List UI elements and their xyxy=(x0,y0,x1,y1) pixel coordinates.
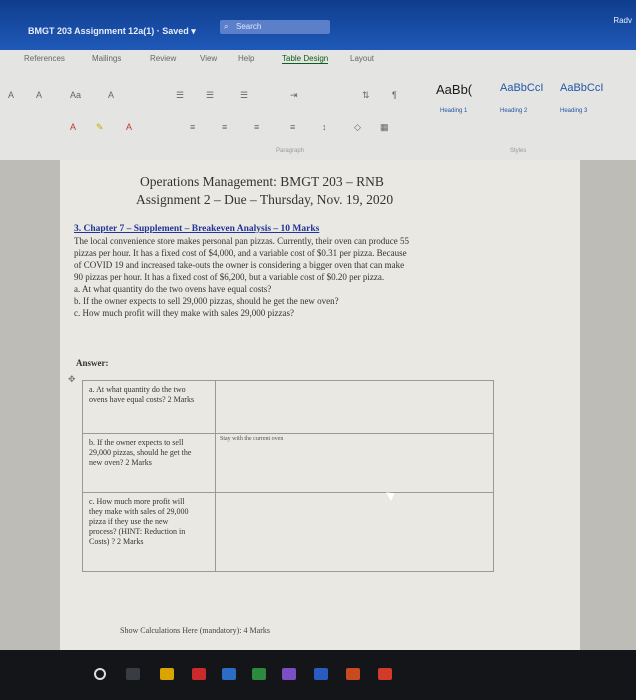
align-center-icon[interactable]: ≡ xyxy=(222,122,228,132)
tab-references[interactable]: References xyxy=(24,54,65,63)
calculations-label: Show Calculations Here (mandatory): 4 Marks xyxy=(120,626,270,635)
align-right-icon[interactable]: ≡ xyxy=(254,122,260,132)
search-input[interactable] xyxy=(220,20,330,34)
store-icon[interactable] xyxy=(222,668,236,680)
indent-icon[interactable]: ⇥ xyxy=(290,90,298,100)
font-size-down-icon[interactable]: A xyxy=(8,90,15,100)
table-cell-question-c[interactable] xyxy=(83,493,216,571)
styles-group-label: Styles xyxy=(510,148,527,154)
tab-review[interactable]: Review xyxy=(150,54,177,63)
ribbon xyxy=(0,50,636,160)
title-bar xyxy=(0,0,636,50)
bullets-icon[interactable]: ☰ xyxy=(176,90,185,100)
paragraph-group-label: Paragraph xyxy=(276,148,305,154)
shading-icon[interactable]: ◇ xyxy=(354,122,361,132)
document-title[interactable]: BMGT 203 Assignment 12a(1) · Saved ▾ xyxy=(28,26,196,36)
question-line: a. At what quantity do the two ovens have equal costs? xyxy=(74,284,272,294)
chrome-icon[interactable] xyxy=(378,668,392,680)
table-cell-question-a[interactable] xyxy=(83,381,216,434)
style-name-1: Heading 1 xyxy=(440,108,468,114)
question-line: pizzas per hour. It has a fixed cost of $4,000, and a variable cost of $0.31 per pizza. Because xyxy=(74,248,407,258)
question-line: The local convenience store makes personal pan pizzas. Currently, their oven can produce 55 xyxy=(74,236,410,246)
office-icon[interactable] xyxy=(192,668,206,680)
cortana-icon[interactable] xyxy=(94,668,106,680)
search-placeholder: Search xyxy=(236,22,262,31)
style-heading-2[interactable]: AaBbCcI xyxy=(500,82,544,94)
table-cell-answer-c[interactable] xyxy=(216,493,493,571)
clear-format-icon[interactable]: A xyxy=(108,90,115,100)
taskbar xyxy=(0,650,636,700)
table-move-handle-icon[interactable]: ✥ xyxy=(68,374,76,384)
tab-view[interactable]: View xyxy=(200,54,218,63)
font-size-up-icon[interactable]: A xyxy=(36,90,43,100)
question-line: b. If the owner expects to sell 29,000 pizzas, should he get the new oven? xyxy=(74,296,339,306)
document-area xyxy=(0,160,636,650)
word-icon[interactable] xyxy=(314,668,328,680)
search-icon: ⌕ xyxy=(224,22,229,31)
question-line: c. How much profit will they make with sales 29,000 pizzas? xyxy=(74,308,294,318)
question-line: of COVID 19 and increased take-outs the owner is considering a bigger oven that can make xyxy=(74,260,405,270)
highlight-icon[interactable]: ✎ xyxy=(96,122,104,132)
document-page[interactable] xyxy=(60,160,580,650)
pilcrow-icon[interactable]: ¶ xyxy=(392,90,397,100)
tab-help[interactable]: Help xyxy=(238,54,255,63)
question-line: 90 pizzas per hour. It has a fixed cost of $6,200, but a variable cost of $0.20 per pizza. xyxy=(74,272,385,282)
font-color-icon[interactable]: A xyxy=(70,122,77,132)
borders-icon[interactable]: ▦ xyxy=(380,122,389,132)
onenote-icon[interactable] xyxy=(282,668,296,680)
task-view-icon[interactable] xyxy=(126,668,140,680)
multilevel-list-icon[interactable]: ☰ xyxy=(240,90,249,100)
answer-label: Answer: xyxy=(76,358,109,368)
paragraph-tools-row xyxy=(0,122,400,138)
course-heading: Operations Management: BMGT 203 – RNB xyxy=(140,174,384,189)
justify-icon[interactable]: ≡ xyxy=(290,122,296,132)
excel-icon[interactable] xyxy=(252,668,266,680)
numbering-icon[interactable]: ☰ xyxy=(206,90,215,100)
styles-gallery xyxy=(430,82,620,132)
answer-table xyxy=(82,380,494,572)
change-case-icon[interactable]: Aa xyxy=(70,90,82,100)
table-cell-question-b[interactable] xyxy=(83,434,216,493)
tab-mailings[interactable]: Mailings xyxy=(92,54,122,63)
question-c-text: c. How much more profit will they make with sales of 29,000 pizza if they use the new process? (HINT: Reduction in Costs) ? 2 Marks xyxy=(89,497,189,546)
table-cell-answer-a[interactable] xyxy=(216,381,493,434)
align-left-icon[interactable]: ≡ xyxy=(190,122,196,132)
file-explorer-icon[interactable] xyxy=(160,668,174,680)
style-name-3: Heading 3 xyxy=(560,108,588,114)
question-b-text: b. If the owner expects to sell 29,000 pizzas, should he get the new oven? 2 Marks xyxy=(89,438,192,467)
question-title: 3. Chapter 7 – Supplement – Breakeven Analysis – 10 Marks xyxy=(74,224,320,234)
ribbon-tabs xyxy=(0,54,636,68)
style-heading-1[interactable]: AaBb( xyxy=(436,82,473,97)
tab-table-design[interactable]: Table Design xyxy=(282,54,329,63)
style-name-2: Heading 2 xyxy=(500,108,528,114)
style-heading-3[interactable]: AaBbCcI xyxy=(560,82,604,94)
sort-icon[interactable]: ⇅ xyxy=(362,90,370,100)
font-tools-row xyxy=(0,90,400,106)
tab-layout[interactable]: Layout xyxy=(350,54,375,63)
powerpoint-icon[interactable] xyxy=(346,668,360,680)
line-spacing-icon[interactable]: ↕ xyxy=(322,122,327,132)
text-effects-icon[interactable]: A xyxy=(126,122,133,132)
question-a-text: a. At what quantity do the two ovens have equal costs? 2 Marks xyxy=(89,385,195,404)
table-cell-answer-b[interactable] xyxy=(216,434,493,493)
answer-b-text: Stay with the current oven xyxy=(220,436,284,442)
assignment-heading: Assignment 2 – Due – Thursday, Nov. 19, 2020 xyxy=(136,192,394,207)
user-name[interactable]: Radv xyxy=(613,16,632,25)
